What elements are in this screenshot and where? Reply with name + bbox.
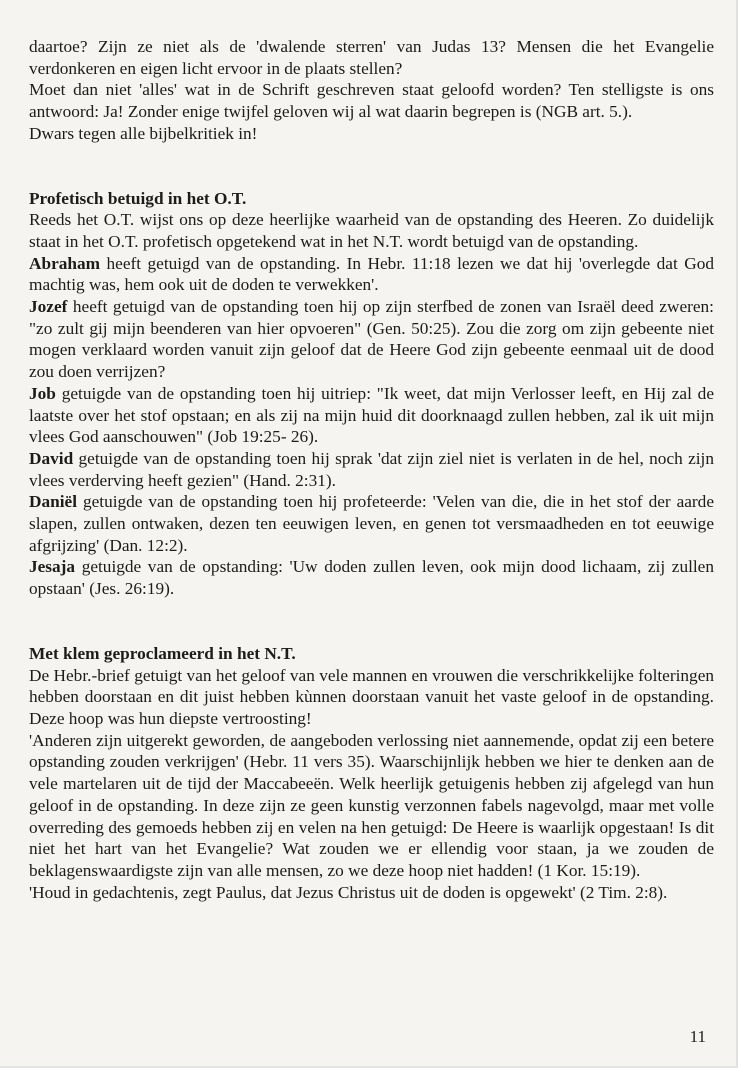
witness-text: heeft getuigd van de opstanding. In Hebr. 11:18 lezen we dat hij 'overlegde dat God machtig was, hem ook uit de doden te verwekken'. (29, 253, 714, 295)
witness-text: getuigde van de opstanding toen hij sprak 'dat zijn ziel niet is verlaten in de hel, noch zijn vlees verderving heeft gezien" (Hand. 2:31). (29, 448, 714, 490)
witness-paragraph-david (29, 448, 714, 491)
witness-paragraph-abraham (29, 253, 714, 296)
section-spacer (29, 600, 714, 643)
section-heading-nt: Met klem geproclameerd in het N.T. (29, 643, 296, 663)
page-body (29, 36, 714, 903)
section-heading-ot: Profetisch betuigd in het O.T. (29, 188, 247, 208)
section-spacer (29, 145, 714, 188)
witness-name: Jesaja (29, 557, 76, 577)
witness-text: getuigde van de opstanding toen hij uitriep: "Ik weet, dat mijn Verlosser leeft, en Hij zal de laatste over het stof opstaan; en als zij na mijn huid dit doorknaagd zullen hebben, zal ik uit mijn vlees God aanschouwen" (Job 19:25- 26). (29, 383, 714, 447)
nt-paragraph-2: 'Anderen zijn uitgerekt geworden, de aangeboden verlossing niet aannemende, opdat zij een betere opstanding zouden verkrijgen' (Hebr. 11 vers 35). Waarschijnlijk hebben we hier te denken aan de vele martelaren uit de tijd der Maccabeeën. Welk heerlijk getuigenis hebben zij afgelegd van hun geloof in de opstanding. In deze zijn ze geen kunstig verzonnen fabels nagevolgd, maar met volle overreding des gemoeds hebben zij en velen na hen getuigd: De Heere is waarlijk opgestaan! Is dit niet het hart van het Evangelie? Wat zouden we er ellendig voor staan, ja we zouden de beklagenswaardigste zijn van alle mensen, zo we deze hoop niet hadden! (1 Kor. 15:19). (29, 730, 714, 880)
ot-intro-paragraph: Reeds het O.T. wijst ons op deze heerlijke waarheid van de opstanding des Heeren. Zo duidelijk staat in het O.T. profetisch opgetekend wat in het N.T. wordt betuigd van de opstanding. (29, 210, 714, 251)
witness-name: Abraham (29, 253, 101, 273)
witness-paragraph-jozef (29, 296, 714, 383)
witness-text: getuigde van de opstanding: 'Uw doden zullen leven, ook mijn dood lichaam, zij zullen opstaan' (Jes. 26:19). (29, 557, 714, 599)
witness-text: heeft getuigd van de opstanding toen hij op zijn sterfbed de zonen van Israël deed zweren: "zo zult gij mijn beenderen van hier opvoeren" (Gen. 50:25). Zou die zorg om zijn gebeente niet mogen verklaard worden vanuit zijn geloof dat de Heere God zijn gebeente eenmaal uit de dood zou doen verrijzen? (29, 297, 714, 382)
intro-paragraph-3: Dwars tegen alle bijbelkritiek in! (29, 123, 258, 143)
witness-paragraph-daniel (29, 491, 714, 556)
witness-name: Jozef (29, 297, 68, 317)
intro-paragraph-1: daartoe? Zijn ze niet als de 'dwalende sterren' van Judas 13? Mensen die het Evangelie verdonkeren en eigen licht ervoor in de plaats stellen? (29, 37, 714, 78)
witness-name: Job (29, 383, 56, 403)
nt-paragraph-1: De Hebr.-brief getuigt van het geloof van vele mannen en vrouwen die verschrikkelijke folteringen hebben doorstaan en dit juist hebben kùnnen doorstaan vanuit het vaste geloof in de opstanding. Deze hoop was hun diepste vertroosting! (29, 665, 714, 728)
witness-paragraph-job (29, 383, 714, 448)
intro-paragraph-2: Moet dan niet 'alles' wat in de Schrift geschreven staat geloofd worden? Ten stelligste is ons antwoord: Ja! Zonder enige twijfel geloven wij al wat daarin begrepen is (NGB art. 5.). (29, 80, 714, 122)
witness-name: Daniël (29, 492, 78, 512)
witness-name: David (29, 448, 74, 468)
witness-text: getuigde van de opstanding toen hij profeteerde: 'Velen van die, die in het stof der aarde slapen, zullen ontwaken, dezen ten eeuwigen leven, en genen tot versmaadheden en tot eeuwige afgrijzing' (Dan. 12:2). (29, 492, 714, 555)
nt-paragraph-3: 'Houd in gedachtenis, zegt Paulus, dat Jezus Christus uit de doden is opgewekt' (2 Tim. 2:8). (29, 882, 668, 902)
page-number: 11 (689, 1027, 706, 1046)
witness-paragraph-jesaja (29, 556, 714, 599)
